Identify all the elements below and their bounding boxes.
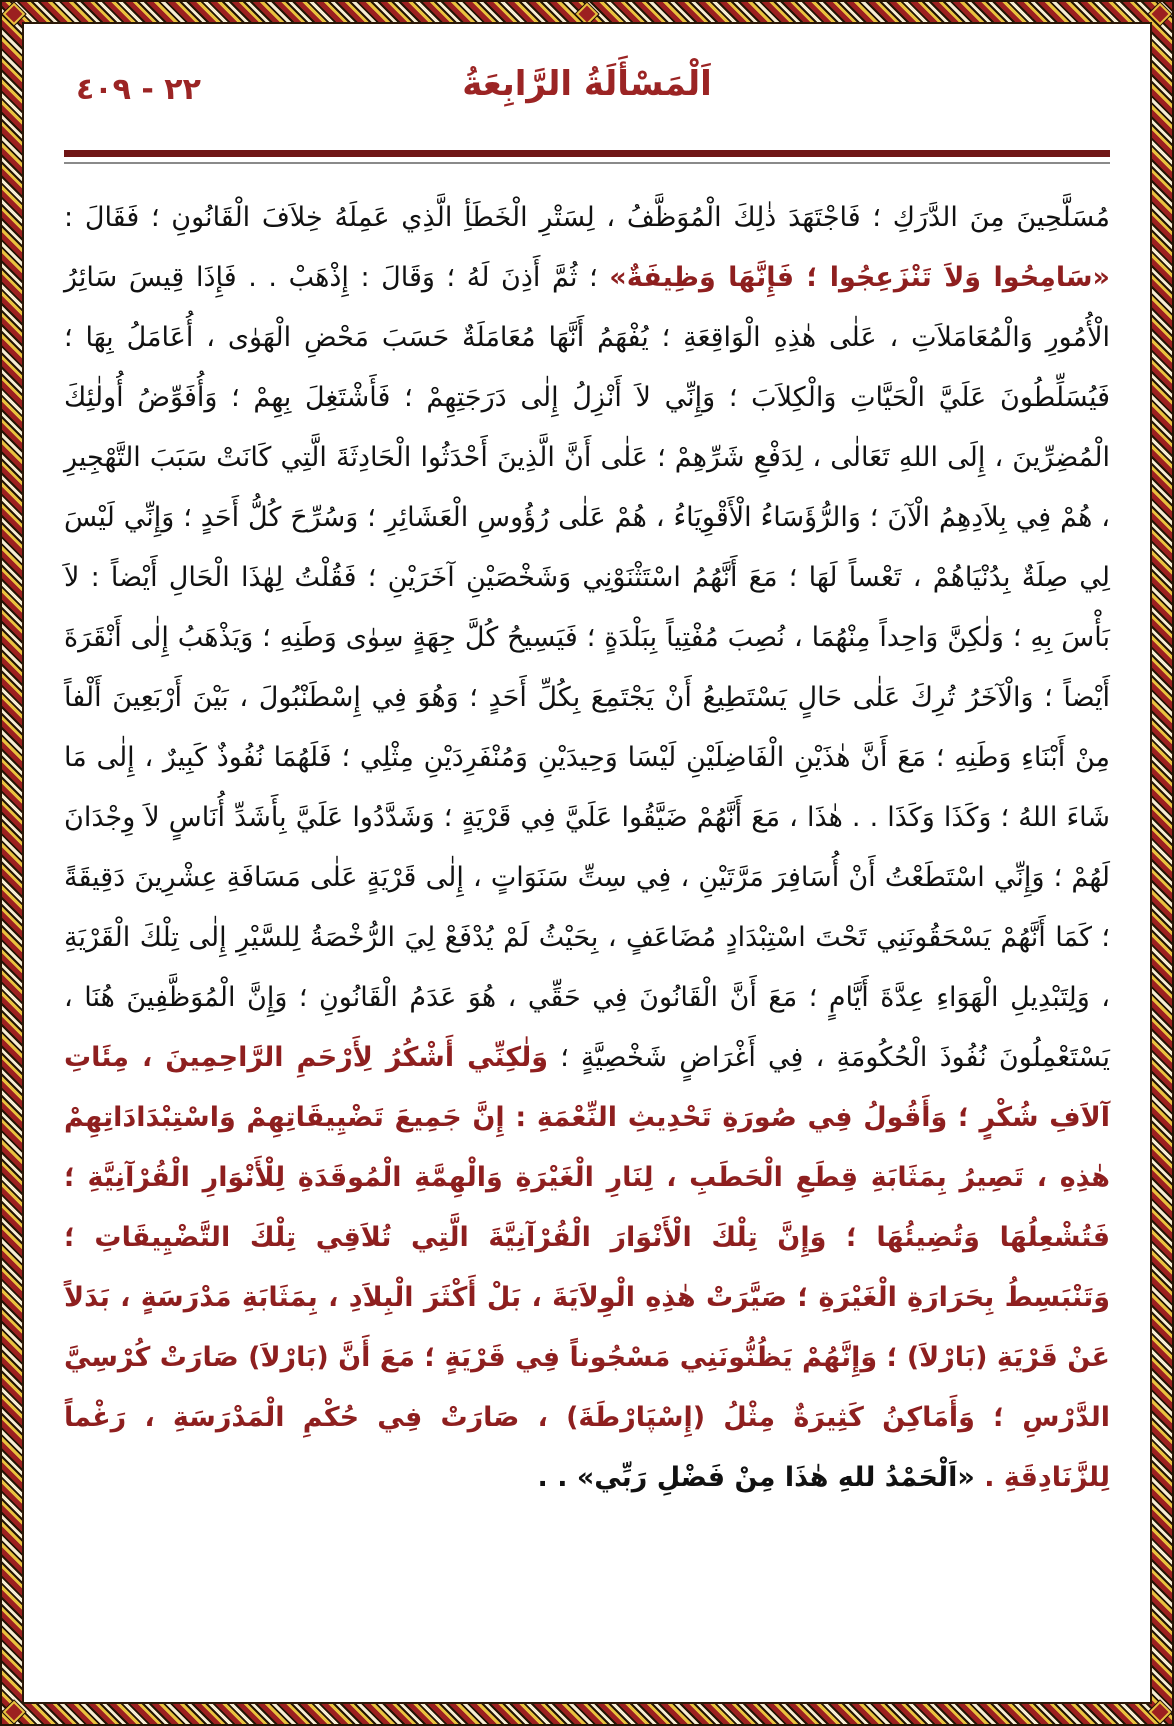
- text-segment: وَلٰكِنِّي أَشْكُرُ لِأَرْحَمِ الرَّاحِمِينَ ، مِئَاتِ آلاَفِ شُكْرٍ ؛ وَأَقُولُ فِي صُورَةِ تَحْدِيثِ النِّعْمَةِ : إِنَّ جَمِيعَ تَضْيِيقَاتِهِمْ وَاسْتِبْدَادَاتِهِمْ هٰذِهِ ، تَصِيرُ بِمَثَابَةِ قِطَعِ الْحَطَبِ ، لِنَارِ الْغَيْرَةِ وَالْهِمَّةِ الْمُوقَدَةِ لِلْأَنْوَارِ الْقُرْآنِيَّةِ ؛ فَتُشْعِلُهَا وَتُضِيئُهَا ؛ وَإِنَّ تِلْكَ الْأَنْوَارَ الْقُرْآنِيَّةَ الَّتِي تُلاَقِي تِلْكَ التَّضْيِيقَاتِ ؛ وَتَنْبَسِطُ بِحَرَارَةِ الْغَيْرَةِ ؛ صَيَّرَتْ هٰذِهِ الْوِلاَيَةَ ، بَلْ أَكْثَرَ الْبِلاَدِ ، بِمَثَابَةِ مَدْرَسَةٍ ، بَدَلاً عَنْ قَرْيَةِ (بَارْلاَ) ؛ وَإِنَّهُمْ يَظُنُّونَنِي مَسْجُوناً فِي قَرْيَةٍ ؛ مَعَ أَنَّ (بَارْلاَ) صَارَتْ كُرْسِيَّ الدَّرْسِ ؛ وَأَمَاكِنُ كَثِيرَةٌ مِثْلُ (إِسْپَارْطَةَ) ، صَارَتْ فِي حُكْمِ الْمَدْرَسَةِ ، رَغْماً لِلزَّنَادِقَةِ .: [64, 1042, 1110, 1493]
- text-segment: مُسَلَّحِينَ مِنَ الدَّرَكِ ؛ فَاجْتَهَدَ ذٰلِكَ الْمُوَظَّفُ ، لِسَتْرِ الْخَطَأِ الَّذِي عَمِلَهُ خِلاَفَ الْقَانُونِ ؛ فَقَالَ :: [64, 202, 1110, 233]
- text-segment: «اَلْحَمْدُ للهِ هٰذَا مِنْ فَضْلِ رَبِّي» . .: [537, 1462, 975, 1493]
- diamond-ornament-icon: [3, 1701, 26, 1724]
- header-rule: [64, 150, 1110, 164]
- page-title: اَلْمَسْأَلَةُ الرَّابِعَةُ: [462, 64, 712, 104]
- page-number: ٢٢ - ٤٠٩: [76, 72, 201, 107]
- page-header: [64, 58, 1110, 138]
- diamond-ornament-icon: [1149, 3, 1172, 26]
- text-segment: ؛ ثُمَّ أَذِنَ لَهُ ؛ وَقَالَ : إِذْهَبْ . . فَإِذَا قِيسَ سَائِرُ الْأُمُورِ وَالْمُعَامَلاَتِ ، عَلٰى هٰذِهِ الْوَاقِعَةِ ؛ يُفْهَمُ أَنَّهَا مُعَامَلَةٌ حَسَبَ مَحْضِ الْهَوٰى ، أُعَامَلُ بِهَا ؛ فَيُسَلِّطُونَ عَلَيَّ الْحَيَّاتِ وَالْكِلاَبَ ؛ وَإِنِّي لاَ أَنْزِلُ إِلٰى دَرَجَتِهِمْ ؛ فَأَشْتَغِلَ بِهِمْ ؛ وَأُفَوِّضُ أُولٰئِكَ الْمُضِرِّينَ ، إِلَى اللهِ تَعَالٰى ، لِدَفْعِ شَرِّهِمْ ؛ عَلٰى أَنَّ الَّذِينَ أَحْدَثُوا الْحَادِثَةَ الَّتِي كَانَتْ سَبَبَ التَّهْجِيرِ ، هُمْ فِي بِلاَدِهِمُ الْآنَ ؛ وَالرُّؤَسَاءُ الْأَقْوِيَاءُ ، هُمْ عَلٰى رُؤُوسِ الْعَشَائِرِ ؛ وَسُرِّحَ كُلُّ أَحَدٍ ؛ وَإِنِّي لَيْسَ لِي صِلَةٌ بِدُنْيَاهُمْ ، تَعْساً لَهَا ؛ مَعَ أَنَّهُمُ اسْتَثْنَوْنِي وَشَخْصَيْنِ آخَرَيْنِ ؛ فَقُلْتُ لِهٰذَا الْحَالِ أَيْضاً : لاَ بَأْسَ بِهِ ؛ وَلٰكِنَّ وَاحِداً مِنْهُمَا ، نُصِبَ مُفْتِياً بِبَلْدَةٍ ؛ فَيَسِيحُ كُلَّ جِهَةٍ سِوٰى وَطَنِهِ ؛ وَيَذْهَبُ إِلٰى أَنْقَرَةَ أَيْضاً ؛ وَالْآخَرُ تُرِكَ عَلٰى حَالٍ يَسْتَطِيعُ أَنْ يَجْتَمِعَ بِكُلِّ أَحَدٍ ؛ وَهُوَ فِي إِسْطَنْبُولَ ، بَيْنَ أَرْبَعِينَ أَلْفاً مِنْ أَبْنَاءِ وَطَنِهِ ؛ مَعَ أَنَّ هٰذَيْنِ الْفَاضِلَيْنِ لَيْسَا وَحِيدَيْنِ وَمُنْفَرِدَيْنِ مِثْلِي ؛ فَلَهُمَا نُفُوذٌ كَبِيرٌ ، إِلٰى مَا شَاءَ اللهُ ؛ وَكَذَا وَكَذَا . . هٰذَا ، مَعَ أَنَّهُمْ ضَيَّقُوا عَلَيَّ فِي قَرْيَةٍ ؛ وَشَدَّدُوا عَلَيَّ بِأَشَدِّ أُنَاسٍ لاَ وِجْدَانَ لَهُمْ ؛ وَإِنِّي اسْتَطَعْتُ أَنْ أُسَافِرَ مَرَّتَيْنِ ، فِي سِتِّ سَنَوَاتٍ ، إِلٰى قَرْيَةٍ عَلٰى مَسَافَةِ عِشْرِينَ دَقِيقَةً ؛ كَمَا أَنَّهُمْ يَسْحَقُونَنِي تَحْتَ اسْتِبْدَادٍ مُضَاعَفٍ ، بِحَيْثُ لَمْ يُدْفَعْ لِيَ الرُّخْصَةُ لِلسَّيْرِ إِلٰى تِلْكَ الْقَرْيَةِ ، وَلِتَبْدِيلِ الْهَوَاءِ عِدَّةَ أَيَّامٍ ؛ مَعَ أَنَّ الْقَانُونَ فِي حَقِّي ، هُوَ عَدَمُ الْقَانُونِ ؛ وَإِنَّ الْمُوَظَّفِينَ هُنَا ، يَسْتَعْمِلُونَ نُفُوذَ الْحُكُومَةِ ، فِي أَغْرَاضٍ شَخْصِيَّةٍ ؛: [64, 262, 1110, 1073]
- diamond-ornament-icon: [1149, 1701, 1172, 1724]
- text-segment: «سَامِحُوا وَلاَ تَنْزَعِجُوا ؛ فَإِنَّهَا وَظِيفَةٌ»: [609, 262, 1111, 293]
- page-content: [24, 24, 1150, 1702]
- body-text: [64, 188, 1110, 1508]
